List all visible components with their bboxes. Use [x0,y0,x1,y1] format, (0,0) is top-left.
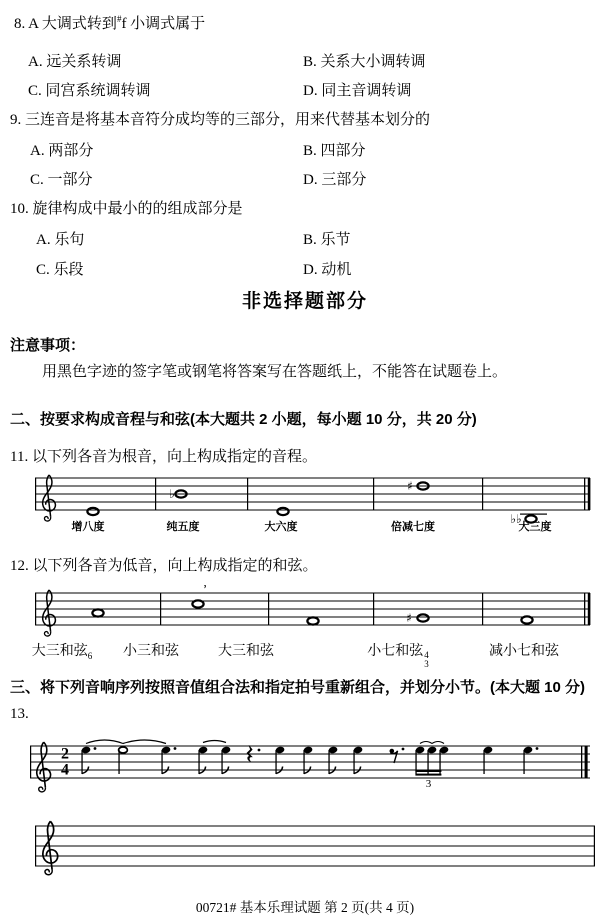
q11-interval-label-4: 倍减七度 [391,521,435,533]
ledger-line [520,514,547,515]
time-signature [61,746,69,779]
barline [268,593,269,625]
whole-note [521,616,532,623]
end-barline [594,826,595,866]
treble-clef-icon [37,742,51,792]
q11-interval-label-2: 纯五度 [166,521,200,533]
question-9-stem: 9. 三连音是将基本音符分成均等的三部分，用来代替基本划分的 [10,112,431,128]
question-9-option-a: A. 两部分 [30,143,94,159]
breath-mark: ’ [202,581,208,597]
barline [482,478,483,510]
final-barline [588,478,591,510]
barline [160,593,161,625]
q11-interval-label-5: 大三度 [518,521,552,533]
barline [373,478,374,510]
flat-sign: ♭ [169,487,175,501]
svg-text:2: 2 [61,745,69,763]
beam [415,770,441,772]
treble-clef-icon [43,590,56,636]
final-barline [584,478,585,510]
final-barline [585,746,588,778]
q12-chord-label-1: 大三和弦$_6$ [31,644,93,661]
final-barline [581,746,582,778]
question-12-stem: 12. 以下列各音为低音，向上构成指定的和弦。 [10,558,318,574]
section-title: 非选择题部分 [241,291,368,312]
double-flat-sign: ♭♭ [510,512,522,526]
final-barline [584,593,585,625]
tie [432,742,444,744]
whole-note [192,600,203,607]
part-three-heading: 三、将下列音响序列按照音值组合法和指定拍号重新组合，并划分小节。(本大题 10 分) [10,679,586,696]
question-11-stem: 11. 以下列各音为根音，向上构成指定的音程。 [10,449,317,465]
page-footer: 00721# 基本乐理试题 第 2 页(共 4 页) [195,900,415,915]
q11-interval-label-3: 大六度 [264,521,298,533]
final-barline [588,593,591,625]
question-9-option-b: B. 四部分 [303,143,366,159]
question-8-option-b: B. 关系大小调转调 [303,54,426,70]
question-13-number: 13. [10,706,29,722]
triplet-number: 3 [425,778,432,790]
question-8-option-c: C. 同宫系统调转调 [28,83,151,99]
question-10-option-d: D. 动机 [303,262,352,278]
eighth-rest-icon [390,749,398,763]
sharp-superscript: # [116,14,122,24]
whole-note [277,508,288,515]
treble-clef-icon [43,821,58,874]
sharp-sign: ♯ [406,611,412,625]
barline [247,478,248,510]
start-barline [35,478,36,510]
question-10-option-c: C. 乐段 [36,262,84,278]
question-10-option-a: A. 乐句 [36,232,85,248]
notice-heading: 注意事项： [10,337,86,354]
q12-chord-label-5: 减小七和弦 [489,644,559,659]
augmentation-dot [402,748,405,751]
slur [203,741,226,743]
q11-interval-label-1: 增八度 [71,521,105,533]
treble-clef-icon [43,475,56,521]
slur [123,740,166,744]
question-10-stem: 10. 旋律构成中最小的的组成部分是 [10,201,243,217]
question-8-stem: 8. A 大调式转到#f 小调式属于 [14,14,206,32]
tie [420,742,432,744]
whole-note [87,508,98,515]
notice-body: 用黑色字迹的签字笔或钢笔将答案写在答题纸上，不能答在试题卷上。 [42,364,508,380]
q12-staff [33,581,595,633]
q12-chord-label-4: 小七和弦 4 3 [367,644,429,669]
question-9-option-c: C. 一部分 [30,172,93,188]
part-two-heading: 二、按要求构成音程与和弦(本大题共 2 小题，每小题 10 分，共 20 分) [10,411,477,428]
whole-note [417,614,428,621]
q12-chord-label-3: 大三和弦 [218,644,274,659]
whole-note [307,617,318,624]
augmentation-dot [258,749,261,752]
q11-staff [33,472,595,526]
empty-answer-staff [33,818,599,882]
barline [482,593,483,625]
augmentation-dot [94,747,97,750]
question-9-option-d: D. 三部分 [303,172,367,188]
q13-staff [28,730,598,792]
q12-chord-label-2: 小三和弦 [123,644,179,659]
sharp-sign: ♯ [407,479,413,493]
question-10-option-b: B. 乐节 [303,232,351,248]
whole-note [92,609,103,616]
slur [86,740,123,744]
augmentation-dot [536,747,539,750]
svg-text:4: 4 [61,761,69,779]
beam [415,774,441,776]
question-8-option-d: D. 同主音调转调 [303,83,412,99]
barline [155,478,156,510]
question-8-option-a: A. 远关系转调 [28,54,122,70]
augmentation-dot [174,747,177,750]
triplet-group [415,746,449,790]
barline [373,593,374,625]
